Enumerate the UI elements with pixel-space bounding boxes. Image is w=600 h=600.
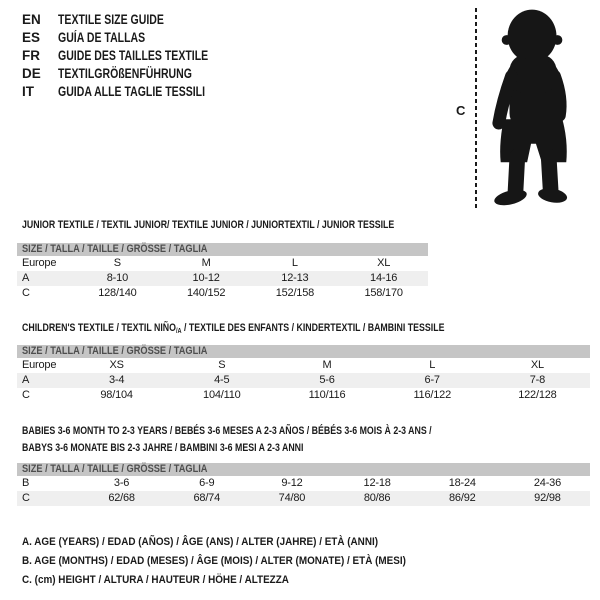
section-title-junior <box>22 217 487 234</box>
cell: 10-12 <box>192 272 220 284</box>
section-title-prefix: CHILDREN'S TEXTILE / TEXTIL NIÑO <box>22 322 176 334</box>
table-header-label: SIZE / TALLA / TAILLE / GRÖSSE / TAGLIA <box>22 463 208 475</box>
cell: 3-6 <box>113 477 130 489</box>
cell: 86/92 <box>449 492 476 504</box>
cell: 5-6 <box>319 374 335 386</box>
cell: 98/104 <box>100 389 133 401</box>
note-line-c: C. (cm) HEIGHT / ALTURA / HAUTEUR / HÖHE / ALTEZZA <box>22 574 289 586</box>
footer-notes <box>22 533 449 590</box>
cell: 8-10 <box>106 272 128 284</box>
language-row <box>22 83 251 101</box>
language-row <box>22 29 251 47</box>
language-code: DE <box>22 66 41 81</box>
cell: XL <box>377 257 391 269</box>
table-row <box>17 286 428 301</box>
table-header-label: SIZE / TALLA / TAILLE / GRÖSSE / TAGLIA <box>22 345 208 357</box>
cell: 140/152 <box>186 287 226 299</box>
cell: 3-4 <box>108 374 125 386</box>
cell: 158/170 <box>364 287 403 299</box>
language-row <box>22 47 251 65</box>
row-label: C <box>22 287 30 299</box>
language-name: GUIDA ALLE TAGLIE TESSILI <box>58 84 206 99</box>
section-title-line2: BABYS 3-6 MONATE BIS 2-3 JAHRE / BAMBINI 3-6 MESI A 2-3 ANNI <box>22 442 304 454</box>
row-label: Europe <box>22 257 57 269</box>
cell: 128/140 <box>98 287 137 299</box>
cell: 6-7 <box>424 374 440 386</box>
cell: 104/110 <box>203 389 241 401</box>
table-header-bar <box>17 463 590 476</box>
cell: XS <box>109 359 124 371</box>
cell: 152/158 <box>275 287 315 299</box>
baby-silhouette-icon <box>488 7 578 208</box>
row-label: C <box>22 492 30 504</box>
cell: 122/128 <box>518 389 557 401</box>
cell: 18-24 <box>448 477 476 489</box>
cell: 62/68 <box>108 492 135 504</box>
table-row <box>17 388 590 403</box>
row-label: A <box>22 272 30 284</box>
language-code: ES <box>22 30 41 45</box>
cell: 14-16 <box>370 272 398 284</box>
table-row <box>17 358 590 373</box>
cell: 6-9 <box>199 477 215 489</box>
language-code: FR <box>22 48 40 63</box>
cell: L <box>291 257 298 269</box>
cell: XL <box>530 359 544 371</box>
cell: M <box>322 359 332 371</box>
language-name: TEXTILE SIZE GUIDE <box>58 12 164 27</box>
cell: 12-13 <box>281 272 309 284</box>
language-list <box>22 11 251 101</box>
language-name: TEXTILGRÖßENFÜHRUNG <box>58 66 192 81</box>
row-label: A <box>22 374 30 386</box>
row-label: C <box>22 389 30 401</box>
cell: S <box>113 257 121 269</box>
cell: 12-18 <box>363 477 391 489</box>
size-table-children <box>17 345 590 403</box>
cell: 68/74 <box>193 492 221 504</box>
language-row <box>22 11 251 29</box>
table-row <box>17 271 428 286</box>
section-title-subscript: /A <box>175 328 182 335</box>
note-line-b: B. AGE (MONTHS) / EDAD (MESES) / ÂGE (MOIS) / ALTER (MONATE) / ETÀ (MESI) <box>22 555 406 567</box>
cell: 110/116 <box>308 389 346 401</box>
table-header-bar <box>17 345 590 358</box>
row-label: Europe <box>22 359 57 371</box>
cell: 116/122 <box>413 389 451 401</box>
size-table-babies <box>17 463 590 506</box>
section-title-text <box>22 320 444 340</box>
cell: 80/86 <box>363 492 391 504</box>
table-header-label: SIZE / TALLA / TAILLE / GRÖSSE / TAGLIA <box>22 243 208 255</box>
section-title-babies <box>22 423 534 457</box>
table-row <box>17 476 590 491</box>
section-title-line1: BABIES 3-6 MONTH TO 2-3 YEARS / BEBÉS 3-6 MESES A 2-3 AÑOS / BÉBÉS 3-6 MOIS À 2-3 ANS / <box>22 425 432 437</box>
table-row <box>17 256 428 271</box>
height-measure-label: C <box>456 103 466 118</box>
language-code: IT <box>22 84 34 99</box>
cell: 74/80 <box>278 492 306 504</box>
cell: 7-8 <box>529 374 546 386</box>
table-row <box>17 373 590 388</box>
cell: 9-12 <box>281 477 303 489</box>
cell: 92/98 <box>534 492 561 504</box>
cell: 24-36 <box>533 477 562 489</box>
cell: 4-5 <box>214 374 230 386</box>
language-name: GUIDE DES TAILLES TEXTILE <box>58 48 209 63</box>
table-header-bar <box>17 243 428 256</box>
language-code: EN <box>22 12 41 27</box>
section-title-suffix: / TEXTILE DES ENFANTS / KINDERTEXTIL / BAMBINI TESSILE <box>181 322 445 334</box>
note-line-a: A. AGE (YEARS) / EDAD (AÑOS) / ÂGE (ANS) / ALTER (JAHRE) / ETÀ (ANNI) <box>22 536 379 548</box>
cell: M <box>201 257 211 269</box>
section-title-text: JUNIOR TEXTILE / TEXTIL JUNIOR/ TEXTILE JUNIOR / JUNIORTEXTIL / JUNIOR TESSILE <box>22 219 395 231</box>
language-row <box>22 65 251 83</box>
section-title-children <box>22 320 550 340</box>
size-table-junior <box>17 243 428 301</box>
language-name: GUÍA DE TALLAS <box>58 30 146 45</box>
height-dashed-line <box>475 8 477 208</box>
row-label: B <box>22 477 30 489</box>
table-row <box>17 491 590 506</box>
cell: S <box>218 359 226 371</box>
cell: L <box>429 359 436 371</box>
